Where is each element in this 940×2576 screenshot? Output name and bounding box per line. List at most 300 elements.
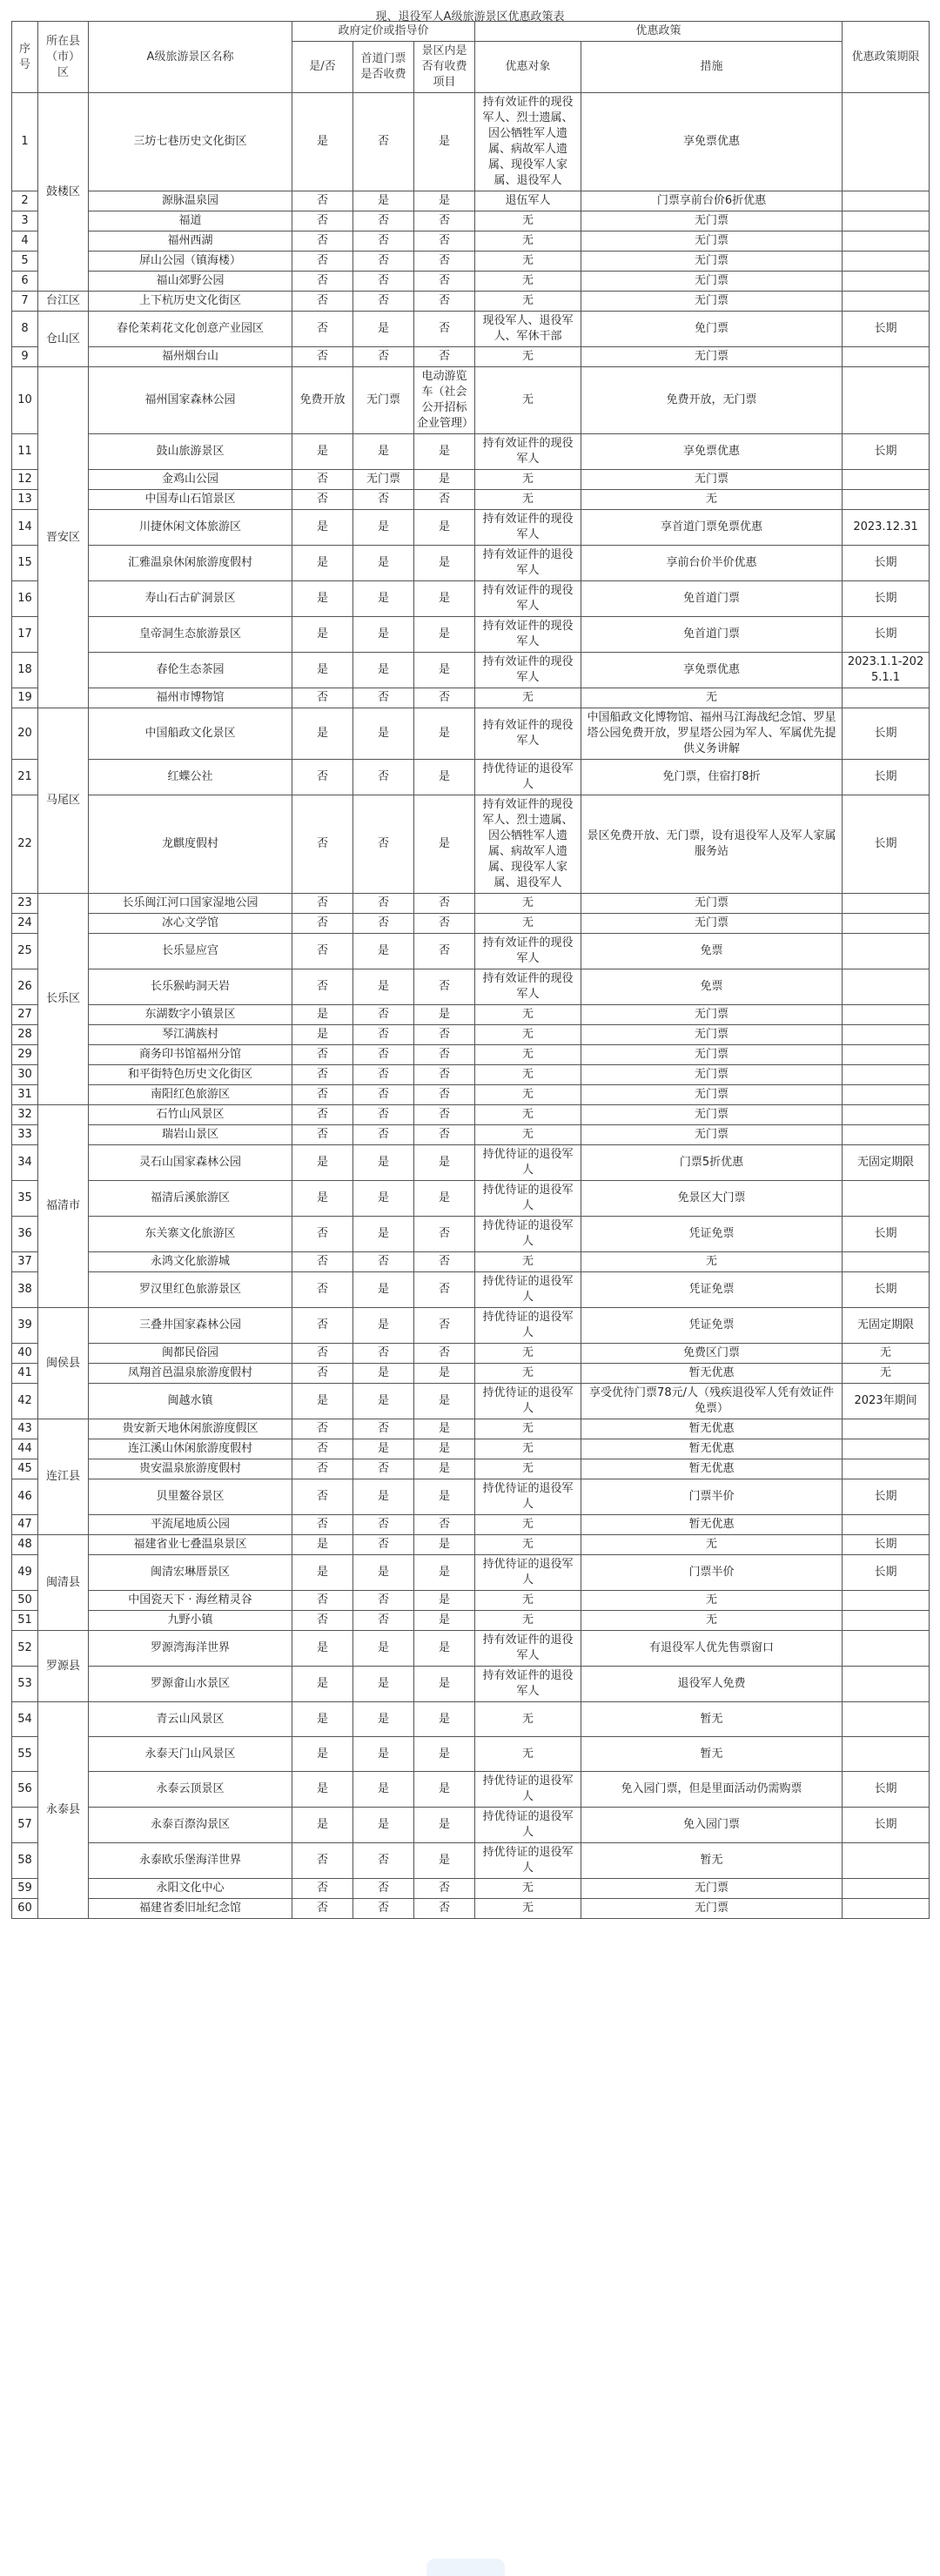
row-county: 长乐区 xyxy=(38,894,89,1105)
row-term xyxy=(843,1439,930,1459)
row-seq: 18 xyxy=(12,653,38,688)
row-term xyxy=(843,1879,930,1899)
table-row xyxy=(12,367,930,434)
table-body xyxy=(12,93,930,1919)
row-gov-price: 否 xyxy=(292,969,353,1005)
row-gov-price: 否 xyxy=(292,760,353,795)
table-row xyxy=(12,934,930,969)
row-term xyxy=(843,272,930,292)
row-target: 无 xyxy=(475,1611,581,1631)
row-ticket-fee: 否 xyxy=(353,1419,414,1439)
table-row xyxy=(12,1737,930,1772)
row-term xyxy=(843,1181,930,1217)
row-inner-fee: 电动游览车（社会公开招标企业管理） xyxy=(414,367,475,434)
row-target: 无 xyxy=(475,1459,581,1479)
row-measure: 无门票 xyxy=(581,1065,843,1085)
table-row xyxy=(12,1555,930,1591)
row-target: 退伍军人 xyxy=(475,191,581,211)
row-scenic-name: 罗源湾海洋世界 xyxy=(89,1631,292,1667)
row-term: 长期 xyxy=(843,708,930,760)
row-gov-price: 是 xyxy=(292,1555,353,1591)
row-target: 持有效证件的现役军人 xyxy=(475,708,581,760)
row-measure: 免门票 xyxy=(581,312,843,347)
row-seq: 21 xyxy=(12,760,38,795)
row-measure: 凭证免票 xyxy=(581,1308,843,1344)
row-seq: 17 xyxy=(12,617,38,653)
row-term xyxy=(843,490,930,510)
row-gov-price: 否 xyxy=(292,1217,353,1252)
row-scenic-name: 贝里鳌谷景区 xyxy=(89,1479,292,1515)
row-target: 无 xyxy=(475,1125,581,1145)
row-inner-fee: 是 xyxy=(414,1439,475,1459)
table-row xyxy=(12,1459,930,1479)
row-scenic-name: 罗汉里红色旅游景区 xyxy=(89,1272,292,1308)
table-row xyxy=(12,191,930,211)
row-term xyxy=(843,367,930,434)
row-term: 无 xyxy=(843,1364,930,1384)
table-row xyxy=(12,1105,930,1125)
row-measure: 无 xyxy=(581,688,843,708)
row-inner-fee: 是 xyxy=(414,617,475,653)
row-ticket-fee: 是 xyxy=(353,312,414,347)
table-row xyxy=(12,1145,930,1181)
row-term: 2023年期间 xyxy=(843,1384,930,1419)
row-ticket-fee: 是 xyxy=(353,1555,414,1591)
row-gov-price: 否 xyxy=(292,1515,353,1535)
row-ticket-fee: 是 xyxy=(353,1272,414,1308)
row-inner-fee: 是 xyxy=(414,1591,475,1611)
row-scenic-name: 福州国家森林公园 xyxy=(89,367,292,434)
table-row xyxy=(12,1702,930,1737)
header-inner-fee: 景区内是否有收费项目 xyxy=(414,42,475,93)
row-scenic-name: 和平街特色历史文化街区 xyxy=(89,1065,292,1085)
row-inner-fee: 否 xyxy=(414,1272,475,1308)
row-seq: 14 xyxy=(12,510,38,546)
row-scenic-name: 平流尾地质公园 xyxy=(89,1515,292,1535)
row-gov-price: 否 xyxy=(292,1879,353,1899)
row-seq: 3 xyxy=(12,211,38,231)
row-measure: 无门票 xyxy=(581,252,843,272)
row-scenic-name: 春伦生态茶园 xyxy=(89,653,292,688)
row-term: 长期 xyxy=(843,434,930,470)
row-inner-fee: 否 xyxy=(414,1105,475,1125)
row-measure: 无门票 xyxy=(581,1899,843,1919)
row-ticket-fee: 是 xyxy=(353,708,414,760)
row-inner-fee: 否 xyxy=(414,231,475,252)
row-gov-price: 是 xyxy=(292,653,353,688)
row-measure: 门票享前台价6折优惠 xyxy=(581,191,843,211)
row-seq: 52 xyxy=(12,1631,38,1667)
row-inner-fee: 是 xyxy=(414,93,475,191)
row-ticket-fee: 是 xyxy=(353,581,414,617)
row-scenic-name: 三叠井国家森林公园 xyxy=(89,1308,292,1344)
row-target: 持有效证件的现役军人 xyxy=(475,934,581,969)
row-scenic-name: 连江溪山休闲旅游度假村 xyxy=(89,1439,292,1459)
row-inner-fee: 是 xyxy=(414,1145,475,1181)
row-measure: 无门票 xyxy=(581,231,843,252)
row-gov-price: 否 xyxy=(292,231,353,252)
row-scenic-name: 琴江满族村 xyxy=(89,1025,292,1045)
row-target: 无 xyxy=(475,1439,581,1459)
row-ticket-fee: 是 xyxy=(353,1667,414,1702)
row-gov-price: 否 xyxy=(292,1308,353,1344)
row-county: 罗源县 xyxy=(38,1631,89,1702)
row-ticket-fee: 无门票 xyxy=(353,470,414,490)
table-row xyxy=(12,546,930,581)
row-seq: 37 xyxy=(12,1252,38,1272)
row-term: 长期 xyxy=(843,312,930,347)
header-target: 优惠对象 xyxy=(475,42,581,93)
row-term xyxy=(843,914,930,934)
row-seq: 24 xyxy=(12,914,38,934)
row-scenic-name: 上下杭历史文化街区 xyxy=(89,292,292,312)
row-inner-fee: 否 xyxy=(414,1344,475,1364)
row-ticket-fee: 是 xyxy=(353,1384,414,1419)
row-ticket-fee: 是 xyxy=(353,617,414,653)
row-inner-fee: 否 xyxy=(414,894,475,914)
row-target: 无 xyxy=(475,367,581,434)
row-gov-price: 是 xyxy=(292,1145,353,1181)
row-inner-fee: 否 xyxy=(414,688,475,708)
table-row xyxy=(12,1125,930,1145)
row-gov-price: 是 xyxy=(292,1667,353,1702)
row-seq: 19 xyxy=(12,688,38,708)
row-ticket-fee: 是 xyxy=(353,434,414,470)
row-inner-fee: 是 xyxy=(414,1667,475,1702)
table-row xyxy=(12,1611,930,1631)
row-inner-fee: 否 xyxy=(414,211,475,231)
row-seq: 11 xyxy=(12,434,38,470)
row-inner-fee: 是 xyxy=(414,1364,475,1384)
row-target: 无 xyxy=(475,272,581,292)
row-term xyxy=(843,1459,930,1479)
row-scenic-name: 闽清宏琳厝景区 xyxy=(89,1555,292,1591)
row-seq: 7 xyxy=(12,292,38,312)
row-target: 无 xyxy=(475,1419,581,1439)
row-measure: 无门票 xyxy=(581,1005,843,1025)
row-measure: 无门票 xyxy=(581,1125,843,1145)
row-target: 无 xyxy=(475,1344,581,1364)
row-county: 晋安区 xyxy=(38,367,89,708)
row-ticket-fee: 是 xyxy=(353,1217,414,1252)
row-seq: 59 xyxy=(12,1879,38,1899)
row-seq: 26 xyxy=(12,969,38,1005)
table-row xyxy=(12,1364,930,1384)
row-gov-price: 是 xyxy=(292,93,353,191)
row-scenic-name: 石竹山风景区 xyxy=(89,1105,292,1125)
row-target: 无 xyxy=(475,1702,581,1737)
row-inner-fee: 是 xyxy=(414,470,475,490)
row-term xyxy=(843,1631,930,1667)
row-county: 福清市 xyxy=(38,1105,89,1308)
row-measure: 享受优待门票78元/人（残疾退役军人凭有效证件免票） xyxy=(581,1384,843,1419)
row-term xyxy=(843,470,930,490)
row-inner-fee: 是 xyxy=(414,1611,475,1631)
row-inner-fee: 是 xyxy=(414,434,475,470)
row-gov-price: 否 xyxy=(292,211,353,231)
row-term: 长期 xyxy=(843,581,930,617)
row-gov-price: 是 xyxy=(292,434,353,470)
row-scenic-name: 三坊七巷历史文化街区 xyxy=(89,93,292,191)
row-measure: 无门票 xyxy=(581,894,843,914)
row-measure: 无 xyxy=(581,1252,843,1272)
row-scenic-name: 永鸿文化旅游城 xyxy=(89,1252,292,1272)
row-scenic-name: 贵安温泉旅游度假村 xyxy=(89,1459,292,1479)
row-county: 闽侯县 xyxy=(38,1308,89,1419)
row-seq: 9 xyxy=(12,347,38,367)
row-target: 持优待证的退役军人 xyxy=(475,1479,581,1515)
table-row xyxy=(12,470,930,490)
table-row xyxy=(12,312,930,347)
row-target: 无 xyxy=(475,1879,581,1899)
row-scenic-name: 罗源畲山水景区 xyxy=(89,1667,292,1702)
row-term xyxy=(843,1125,930,1145)
row-target: 无 xyxy=(475,1535,581,1555)
row-ticket-fee: 是 xyxy=(353,1308,414,1344)
row-scenic-name: 寿山石古矿洞景区 xyxy=(89,581,292,617)
row-term: 长期 xyxy=(843,546,930,581)
row-gov-price: 免费开放 xyxy=(292,367,353,434)
row-seq: 5 xyxy=(12,252,38,272)
row-gov-price: 否 xyxy=(292,934,353,969)
row-ticket-fee: 否 xyxy=(353,1843,414,1879)
row-seq: 40 xyxy=(12,1344,38,1364)
row-scenic-name: 长乐显应宫 xyxy=(89,934,292,969)
row-target: 持有效证件的现役军人、烈士遗属、因公牺牲军人遗属、病故军人遗属、现役军人家属、退役军人 xyxy=(475,795,581,894)
row-target: 无 xyxy=(475,470,581,490)
table-row xyxy=(12,1272,930,1308)
row-gov-price: 是 xyxy=(292,510,353,546)
row-county: 闽清县 xyxy=(38,1535,89,1631)
row-scenic-name: 贵安新天地休闲旅游度假区 xyxy=(89,1419,292,1439)
row-target: 无 xyxy=(475,1364,581,1384)
row-scenic-name: 福州市博物馆 xyxy=(89,688,292,708)
row-gov-price: 否 xyxy=(292,1105,353,1125)
row-scenic-name: 福建省业七叠温泉景区 xyxy=(89,1535,292,1555)
row-scenic-name: 闽越水镇 xyxy=(89,1384,292,1419)
row-measure: 无 xyxy=(581,490,843,510)
row-inner-fee: 是 xyxy=(414,1005,475,1025)
row-measure: 暂无 xyxy=(581,1702,843,1737)
row-gov-price: 否 xyxy=(292,1085,353,1105)
row-gov-price: 是 xyxy=(292,1181,353,1217)
row-ticket-fee: 否 xyxy=(353,1085,414,1105)
row-seq: 1 xyxy=(12,93,38,191)
table-row xyxy=(12,795,930,894)
row-gov-price: 是 xyxy=(292,708,353,760)
row-measure: 免票 xyxy=(581,934,843,969)
table-row xyxy=(12,272,930,292)
row-measure: 暂无优惠 xyxy=(581,1364,843,1384)
row-inner-fee: 是 xyxy=(414,1181,475,1217)
table-row xyxy=(12,1217,930,1252)
row-gov-price: 否 xyxy=(292,1899,353,1919)
row-term: 无固定期限 xyxy=(843,1308,930,1344)
row-seq: 45 xyxy=(12,1459,38,1479)
row-gov-price: 否 xyxy=(292,470,353,490)
table-row xyxy=(12,1419,930,1439)
row-seq: 53 xyxy=(12,1667,38,1702)
row-scenic-name: 东湖数字小镇景区 xyxy=(89,1005,292,1025)
row-term xyxy=(843,1591,930,1611)
row-gov-price: 否 xyxy=(292,490,353,510)
row-ticket-fee: 否 xyxy=(353,1899,414,1919)
row-term: 长期 xyxy=(843,795,930,894)
row-gov-price: 否 xyxy=(292,1045,353,1065)
table-row xyxy=(12,231,930,252)
row-term xyxy=(843,1515,930,1535)
row-term xyxy=(843,1065,930,1085)
row-measure: 免费开放，无门票 xyxy=(581,367,843,434)
row-gov-price: 否 xyxy=(292,312,353,347)
row-seq: 4 xyxy=(12,231,38,252)
row-inner-fee: 是 xyxy=(414,760,475,795)
header-measure: 措施 xyxy=(581,42,843,93)
row-gov-price: 是 xyxy=(292,617,353,653)
row-target: 持优待证的退役军人 xyxy=(475,1384,581,1419)
row-scenic-name: 冰心文学馆 xyxy=(89,914,292,934)
row-term: 长期 xyxy=(843,1272,930,1308)
row-county: 鼓楼区 xyxy=(38,93,89,292)
row-ticket-fee: 否 xyxy=(353,1252,414,1272)
row-term xyxy=(843,1702,930,1737)
row-scenic-name: 汇雅温泉休闲旅游度假村 xyxy=(89,546,292,581)
row-seq: 29 xyxy=(12,1045,38,1065)
row-seq: 32 xyxy=(12,1105,38,1125)
table-row xyxy=(12,1252,930,1272)
row-gov-price: 否 xyxy=(292,1252,353,1272)
row-ticket-fee: 否 xyxy=(353,490,414,510)
table-row xyxy=(12,653,930,688)
document-title: 现、退役军人A级旅游景区优惠政策表 xyxy=(375,10,565,23)
row-inner-fee: 是 xyxy=(414,1702,475,1737)
row-scenic-name: 永阳文化中心 xyxy=(89,1879,292,1899)
row-seq: 33 xyxy=(12,1125,38,1145)
row-term: 长期 xyxy=(843,1772,930,1808)
row-seq: 54 xyxy=(12,1702,38,1737)
table-row xyxy=(12,1631,930,1667)
row-measure: 凭证免票 xyxy=(581,1217,843,1252)
row-seq: 12 xyxy=(12,470,38,490)
row-measure: 暂无优惠 xyxy=(581,1439,843,1459)
row-gov-price: 否 xyxy=(292,292,353,312)
table-row xyxy=(12,490,930,510)
row-seq: 20 xyxy=(12,708,38,760)
row-term: 长期 xyxy=(843,1479,930,1515)
row-gov-price: 否 xyxy=(292,347,353,367)
row-measure: 暂无优惠 xyxy=(581,1419,843,1439)
header-policy-group: 优惠政策 xyxy=(475,22,843,42)
row-measure: 退役军人免费 xyxy=(581,1667,843,1702)
row-inner-fee: 是 xyxy=(414,546,475,581)
row-seq: 34 xyxy=(12,1145,38,1181)
row-term xyxy=(843,1667,930,1702)
row-measure: 无门票 xyxy=(581,1085,843,1105)
row-term: 长期 xyxy=(843,1535,930,1555)
row-inner-fee: 是 xyxy=(414,1737,475,1772)
row-gov-price: 是 xyxy=(292,1535,353,1555)
row-term xyxy=(843,1419,930,1439)
row-measure: 享首道门票免票优惠 xyxy=(581,510,843,546)
row-seq: 50 xyxy=(12,1591,38,1611)
row-measure: 无门票 xyxy=(581,347,843,367)
row-ticket-fee: 是 xyxy=(353,1702,414,1737)
row-county: 马尾区 xyxy=(38,708,89,894)
row-ticket-fee: 否 xyxy=(353,252,414,272)
row-scenic-name: 闽都民俗园 xyxy=(89,1344,292,1364)
row-inner-fee: 否 xyxy=(414,1045,475,1065)
row-term: 长期 xyxy=(843,1217,930,1252)
row-term xyxy=(843,231,930,252)
row-term: 无 xyxy=(843,1344,930,1364)
row-gov-price: 是 xyxy=(292,1702,353,1737)
table-row xyxy=(12,1005,930,1025)
row-ticket-fee: 否 xyxy=(353,1459,414,1479)
scroll-hint xyxy=(426,2559,505,2576)
row-ticket-fee: 是 xyxy=(353,1808,414,1843)
row-target: 持优待证的退役军人 xyxy=(475,1772,581,1808)
row-target: 无 xyxy=(475,1005,581,1025)
row-scenic-name: 福山郊野公园 xyxy=(89,272,292,292)
row-target: 无 xyxy=(475,347,581,367)
row-ticket-fee: 是 xyxy=(353,1181,414,1217)
row-gov-price: 否 xyxy=(292,1065,353,1085)
row-gov-price: 是 xyxy=(292,1631,353,1667)
row-scenic-name: 金鸡山公园 xyxy=(89,470,292,490)
row-term: 长期 xyxy=(843,1555,930,1591)
table-row xyxy=(12,1479,930,1515)
row-measure: 享免票优惠 xyxy=(581,93,843,191)
row-gov-price: 否 xyxy=(292,1843,353,1879)
row-ticket-fee: 是 xyxy=(353,1631,414,1667)
row-term xyxy=(843,211,930,231)
row-inner-fee: 是 xyxy=(414,191,475,211)
row-term xyxy=(843,688,930,708)
row-term: 长期 xyxy=(843,760,930,795)
row-seq: 22 xyxy=(12,795,38,894)
row-measure: 免首道门票 xyxy=(581,617,843,653)
header-ticket-fee: 首道门票是否收费 xyxy=(353,42,414,93)
row-inner-fee: 否 xyxy=(414,1217,475,1252)
table-row xyxy=(12,434,930,470)
row-gov-price: 否 xyxy=(292,1364,353,1384)
row-term: 无固定期限 xyxy=(843,1145,930,1181)
row-target: 持优待证的退役军人 xyxy=(475,1843,581,1879)
row-inner-fee: 是 xyxy=(414,1535,475,1555)
table-row xyxy=(12,1667,930,1702)
row-gov-price: 是 xyxy=(292,1772,353,1808)
table-row xyxy=(12,1308,930,1344)
row-target: 无 xyxy=(475,688,581,708)
row-target: 无 xyxy=(475,1065,581,1085)
row-gov-price: 否 xyxy=(292,272,353,292)
row-term xyxy=(843,1737,930,1772)
row-target: 无 xyxy=(475,1085,581,1105)
row-ticket-fee: 是 xyxy=(353,1479,414,1515)
row-target: 持有效证件的现役军人 xyxy=(475,969,581,1005)
row-ticket-fee: 否 xyxy=(353,1344,414,1364)
row-inner-fee: 否 xyxy=(414,347,475,367)
row-term xyxy=(843,1025,930,1045)
row-gov-price: 否 xyxy=(292,252,353,272)
row-county: 台江区 xyxy=(38,292,89,312)
row-term xyxy=(843,1843,930,1879)
row-inner-fee: 是 xyxy=(414,1631,475,1667)
row-target: 无 xyxy=(475,1737,581,1772)
row-inner-fee: 是 xyxy=(414,1459,475,1479)
row-ticket-fee: 是 xyxy=(353,1772,414,1808)
row-seq: 16 xyxy=(12,581,38,617)
